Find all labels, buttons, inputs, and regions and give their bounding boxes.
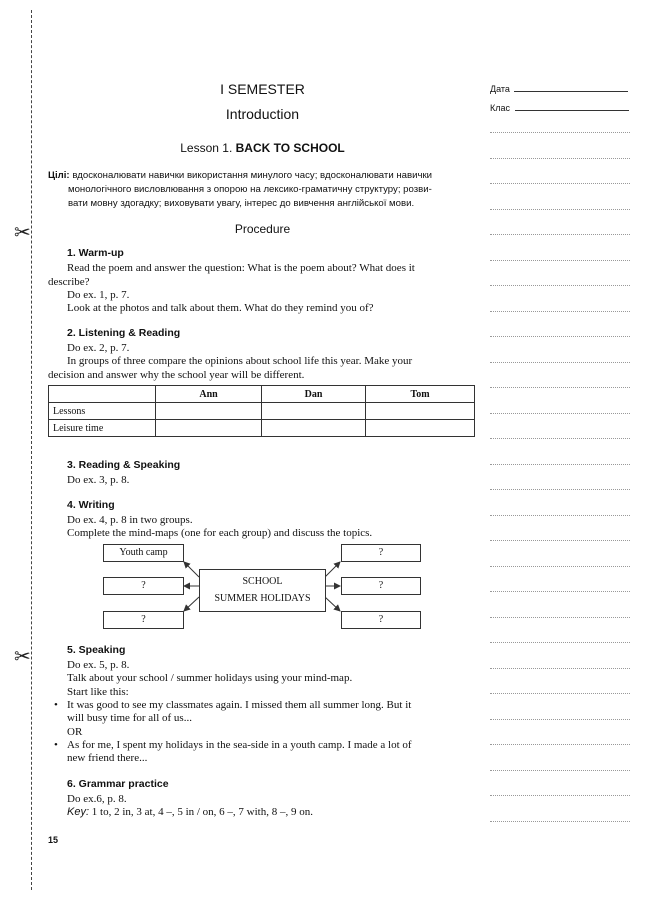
- speaking-text: OR: [67, 726, 83, 738]
- speaking-text: Talk about your school / summer holidays using your mind-map.: [67, 672, 353, 684]
- row-label: Leisure time: [49, 420, 156, 437]
- reading-heading: 3. Reading & Speaking: [67, 459, 181, 471]
- grammar-text: Do ex.6, p. 8.: [67, 793, 127, 805]
- lesson-title: Lesson 1. BACK TO SCHOOL: [180, 141, 345, 155]
- mindmap-center: SCHOOL SUMMER HOLIDAYS: [199, 569, 326, 612]
- warmup-text: describe?: [48, 276, 90, 288]
- scissors-icon: ✂: [14, 644, 31, 668]
- table-header: Ann: [156, 386, 262, 403]
- speaking-text: Start like this:: [67, 686, 129, 698]
- grammar-heading: 6. Grammar practice: [67, 778, 169, 790]
- table-header: Dan: [262, 386, 366, 403]
- section-title: Introduction: [225, 106, 300, 122]
- page-number: 15: [48, 835, 59, 845]
- warmup-text: Do ex. 1, p. 7.: [67, 289, 130, 301]
- speaking-text: Do ex. 5, p. 8.: [67, 659, 130, 671]
- mindmap-node: ?: [103, 611, 184, 629]
- bullet-icon: •: [54, 699, 58, 711]
- row-label: Lessons: [49, 403, 156, 420]
- mindmap-node: ?: [341, 611, 421, 629]
- bullet-icon: •: [54, 739, 58, 751]
- writing-heading: 4. Writing: [67, 499, 115, 511]
- speaking-text: It was good to see my classmates again. I missed them all summer long. But it: [67, 699, 412, 711]
- procedure-title: Procedure: [234, 222, 291, 236]
- speaking-heading: 5. Speaking: [67, 644, 126, 656]
- warmup-text: Read the poem and answer the question: What is the poem about? What does it: [67, 262, 415, 274]
- listening-text: decision and answer why the school year will be different.: [48, 369, 305, 381]
- class-label: Клас: [490, 103, 510, 113]
- scissors-icon: ✂: [14, 220, 31, 244]
- listening-text: Do ex. 2, p. 7.: [67, 342, 130, 354]
- mindmap-node: ?: [341, 544, 421, 562]
- mindmap-node: ?: [341, 577, 421, 595]
- warmup-text: Look at the photos and talk about them. What do they remind you of?: [67, 302, 374, 314]
- listening-text: In groups of three compare the opinions about school life this year. Make your: [67, 355, 413, 367]
- table-header: Tom: [366, 386, 475, 403]
- date-label: Дата: [490, 84, 510, 94]
- semester-title: I SEMESTER: [220, 81, 305, 97]
- writing-text: Do ex. 4, p. 8 in two groups.: [67, 514, 193, 526]
- speaking-text: will busy time for all of us...: [67, 712, 192, 724]
- reading-text: Do ex. 3, p. 8.: [67, 474, 130, 486]
- mindmap-node: ?: [103, 577, 184, 595]
- grammar-key: Key: 1 to, 2 in, 3 at, 4 –, 5 in / on, 6 –, 7 with, 8 –, 9 on.: [67, 806, 313, 818]
- warmup-heading: 1. Warm-up: [67, 247, 124, 259]
- writing-text: Complete the mind-maps (one for each group) and discuss the topics.: [67, 527, 373, 539]
- speaking-text: As for me, I spent my holidays in the sea-side in a youth camp. I made a lot of: [67, 739, 412, 751]
- speaking-text: new friend there...: [67, 752, 148, 764]
- listening-heading: 2. Listening & Reading: [67, 327, 181, 339]
- lesson-goals: Цілі: вдосконалювати навички використання минулого часу; вдосконалювати навички монологічного висловлювання з опорою на лексико-граматичну структуру; розви- вати мовну здогадку; виховувати увагу, інтерес до вивчення англійської мови.: [48, 170, 432, 209]
- goals-label: Цілі:: [48, 170, 70, 181]
- mindmap-node: Youth camp: [103, 544, 184, 562]
